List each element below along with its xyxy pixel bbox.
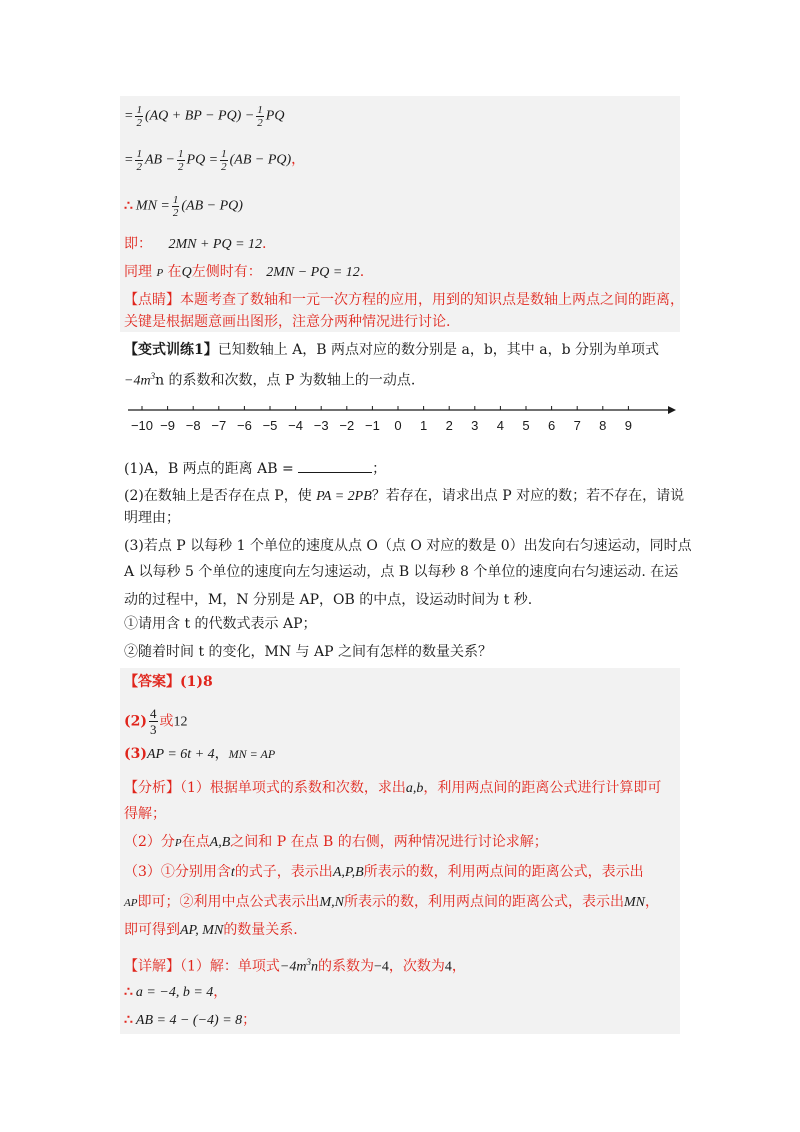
value: 4 <box>444 959 452 975</box>
number-line-tick-label: −5 <box>262 418 278 433</box>
eq-lhs: MN = <box>135 198 170 214</box>
comment-text: 关键是根据题意画出图形，注意分两种情况进行讨论. <box>124 314 451 330</box>
number-line-tick-label: 8 <box>599 418 607 433</box>
analysis-tag: 【分析】 <box>124 780 180 796</box>
analysis-text: 即可得到 <box>124 922 180 938</box>
number-line-tick-label: −6 <box>236 418 252 433</box>
detail-tag: 【详解】 <box>124 958 180 975</box>
punct: ； <box>242 1012 257 1028</box>
analysis-text: （3）①分别用含 <box>124 864 231 880</box>
analysis-line-3 <box>124 832 548 853</box>
punct: . <box>262 236 267 252</box>
equation-line-2 <box>124 148 305 173</box>
analysis-line-4 <box>124 862 644 883</box>
q3-sub-text: ②随着时间 t 的变化，MN 与 AP 之间有怎样的数量关系？ <box>124 644 492 660</box>
number-line-tick-label: −4 <box>288 418 304 433</box>
q3-text: (3)若点 P 以每秒 1 个单位的速度从点 O（点 O 对应的数是 0）出发向右匀速运动，同时点 <box>124 538 692 554</box>
answer-2-value: 12 <box>173 714 188 730</box>
question-2-line-1 <box>124 486 684 507</box>
question-3-line-3 <box>124 590 532 610</box>
frac-den: 2 <box>172 207 179 219</box>
number-line-tick-label: 3 <box>471 418 479 433</box>
fraction <box>135 148 143 173</box>
var: a,b <box>405 781 424 796</box>
number-line-tick-label: 5 <box>522 418 530 433</box>
frac-num: 1 <box>136 148 142 160</box>
fraction <box>177 148 185 173</box>
number-line-tick-label: 7 <box>573 418 581 433</box>
equation-line-4 <box>124 234 266 255</box>
analysis-text: 所表示的数，利用两点间的距离公式，表示出 <box>343 894 624 910</box>
number-line-tick-label: 4 <box>496 418 505 433</box>
analysis-text: （1）根据单项式的系数和次数，求出 <box>180 780 406 796</box>
eq-tail: PQ <box>265 108 285 124</box>
eq-prefix: = <box>124 152 134 168</box>
eq: AB = 4 − (−4) = 8 <box>135 1013 243 1028</box>
number-line <box>128 398 676 436</box>
frac-num: 1 <box>172 194 179 206</box>
var: M,N <box>319 895 344 910</box>
comment-line-2 <box>124 312 450 332</box>
fraction <box>149 706 158 737</box>
q2-text: 明理由； <box>124 510 180 526</box>
answer-blank[interactable] <box>298 458 372 473</box>
arrow-head-icon <box>668 406 676 414</box>
therefore-symbol: ∴ <box>124 198 133 214</box>
frac-den: 3 <box>150 722 157 737</box>
monomial: −4m <box>279 959 307 975</box>
analysis-text: 所表示的数，利用两点间的距离公式，表示出 <box>363 864 644 880</box>
detail-text: 的系数为 <box>317 958 374 975</box>
frac-num: 1 <box>178 148 184 160</box>
punct: ， <box>291 152 306 168</box>
eq-tail: (AB − PQ) <box>181 198 243 214</box>
problem-text: 已知数轴上 A，B 两点对应的数分别是 a，b，其中 a，b 分别为单项式 <box>217 342 660 358</box>
label-ji: 即： <box>124 236 152 252</box>
question-2-line-2 <box>124 508 180 528</box>
frac-den: 2 <box>221 161 227 173</box>
frac-den: 2 <box>136 161 142 173</box>
equation-line-5 <box>124 262 364 283</box>
punct: ， <box>213 984 228 1000</box>
detail-line-2 <box>124 982 227 1003</box>
var: A,P,B <box>332 865 364 880</box>
analysis-text: ， <box>644 894 659 910</box>
eq-mid: AB − <box>144 152 176 168</box>
detail-line-3 <box>124 1010 256 1031</box>
equation-line-3 <box>124 194 243 219</box>
detail-text: ，次数为 <box>388 958 445 975</box>
or-text: 或 <box>159 713 174 730</box>
comment-line-1 <box>124 290 684 310</box>
eq-tail: (AB − PQ) <box>229 152 292 168</box>
analysis-text: （2）分 <box>124 834 175 850</box>
frac-num: 4 <box>150 706 157 721</box>
frac-num: 1 <box>136 104 142 116</box>
eq-mid: PQ = <box>186 152 219 168</box>
eq: a = −4, b = 4 <box>135 985 214 1000</box>
number-line-tick-label: −3 <box>313 418 329 433</box>
number-line-tick-label: −9 <box>160 418 176 433</box>
label: 在 <box>167 264 182 280</box>
number-line-tick-label: −7 <box>211 418 227 433</box>
fraction <box>256 104 264 129</box>
punct: . <box>359 264 365 280</box>
analysis-text: 之间和 P 在点 B 的右侧，两种情况进行讨论求解； <box>230 834 548 850</box>
therefore-symbol: ∴ <box>124 1012 133 1028</box>
frac-num: 1 <box>257 104 263 116</box>
exponent: 3 <box>306 957 311 967</box>
number-line-tick-label: −2 <box>339 418 355 433</box>
number-line-tick-label: 1 <box>419 418 428 433</box>
monomial: −4m <box>124 373 151 389</box>
var: P <box>174 837 182 849</box>
question-3-ii <box>124 642 492 662</box>
fraction <box>135 104 143 129</box>
answer-3-label: (3) <box>124 746 147 762</box>
eq-mid: (AQ + BP − PQ) − <box>144 108 255 124</box>
analysis-text: 的式子，表示出 <box>234 864 333 880</box>
analysis-line-6 <box>124 920 298 941</box>
comment-tag: 【点睛】 <box>124 292 180 308</box>
answer-3-eq1: AP = 6t + 4 <box>147 747 215 762</box>
answer-2-label: (2) <box>124 713 147 730</box>
monomial: n <box>310 959 318 975</box>
punct: ， <box>214 746 229 762</box>
problem-text: n 的系数和次数，点 P 为数轴上的一动点. <box>155 372 416 389</box>
answer-line-3 <box>124 744 275 765</box>
comment-text: 本题考查了数轴和一元一次方程的应用，用到的知识点是数轴上两点之间的距离， <box>180 292 684 308</box>
therefore-symbol: ∴ <box>124 984 133 1000</box>
var: AP <box>124 897 138 909</box>
q1-text: (1)A，B 两点的距离 AB = <box>124 461 294 477</box>
detail-line-1 <box>124 952 466 978</box>
q3-text: A 以每秒 5 个单位的速度向左匀速运动，点 B 以每秒 8 个单位的速度向右匀速运动. 在运 <box>124 564 679 580</box>
exponent: 3 <box>150 371 156 381</box>
number-line-tick-label: 2 <box>445 418 453 433</box>
number-line-tick-label: −8 <box>185 418 201 433</box>
analysis-text: 的数量关系. <box>223 922 298 938</box>
answer-line-2 <box>124 706 188 737</box>
frac-num: 1 <box>221 148 227 160</box>
var: t <box>230 865 235 880</box>
equation-line-1 <box>124 104 284 129</box>
var: A,B <box>209 835 231 850</box>
eq: 2MN − PQ = 12 <box>266 265 360 280</box>
question-3-line-2 <box>124 562 678 582</box>
detail-text: ， <box>451 958 466 975</box>
analysis-text: 得解； <box>124 806 166 822</box>
q2-eq: PA = 2PB <box>316 489 372 504</box>
analysis-line-1 <box>124 778 661 799</box>
q2-text: (2)在数轴上是否存在点 P，使 <box>124 488 312 504</box>
var-q: Q <box>181 265 192 280</box>
eq-prefix: = <box>124 108 134 124</box>
analysis-text: ，利用两点间的距离公式进行计算即可 <box>423 780 662 796</box>
detail-text: （1）解：单项式 <box>180 958 280 975</box>
frac-den: 2 <box>257 117 263 129</box>
number-line-tick-label: −10 <box>130 418 154 433</box>
analysis-line-2 <box>124 804 166 824</box>
answer-3-eq2: MN = AP <box>228 747 276 761</box>
q2-text: ？若存在，请求出点 P 对应的数；若不存在，请说 <box>371 488 685 504</box>
var-p: P <box>156 267 164 279</box>
analysis-text: 在点 <box>181 834 210 850</box>
question-1 <box>124 458 386 479</box>
label: 同理 <box>124 264 152 280</box>
frac-den: 2 <box>136 117 142 129</box>
question-3-line-1 <box>124 536 692 556</box>
problem-tag: 【变式训练1】 <box>124 342 218 358</box>
number-line-tick-label: 6 <box>547 418 556 433</box>
number-line-tick-label: 9 <box>624 418 633 433</box>
analysis-text: 即可；②利用中点公式表示出 <box>137 894 320 910</box>
var: AP, MN <box>180 923 224 938</box>
q3-text: 动的过程中，M，N 分别是 AP，OB 的中点，设运动时间为 t 秒. <box>124 592 533 608</box>
fraction <box>220 148 228 173</box>
answer-1: (1)8 <box>180 674 213 690</box>
question-3-i <box>124 614 317 634</box>
punct: ； <box>372 461 387 477</box>
number-line-tick-label: −1 <box>364 418 380 433</box>
var: MN <box>623 895 645 910</box>
label: 左侧时有： <box>191 264 262 280</box>
answer-tag: 【答案】 <box>124 674 180 690</box>
problem-line-2 <box>124 366 415 392</box>
value: −4 <box>373 959 389 975</box>
analysis-line-5 <box>124 892 659 913</box>
fraction <box>172 194 180 219</box>
problem-line-1 <box>124 340 659 360</box>
number-line-tick-label: 0 <box>394 418 402 433</box>
frac-den: 2 <box>178 161 184 173</box>
eq: 2MN + PQ = 12 <box>168 237 263 252</box>
answer-line-1 <box>124 672 213 692</box>
q3-sub-text: ①请用含 t 的代数式表示 AP； <box>124 616 317 632</box>
